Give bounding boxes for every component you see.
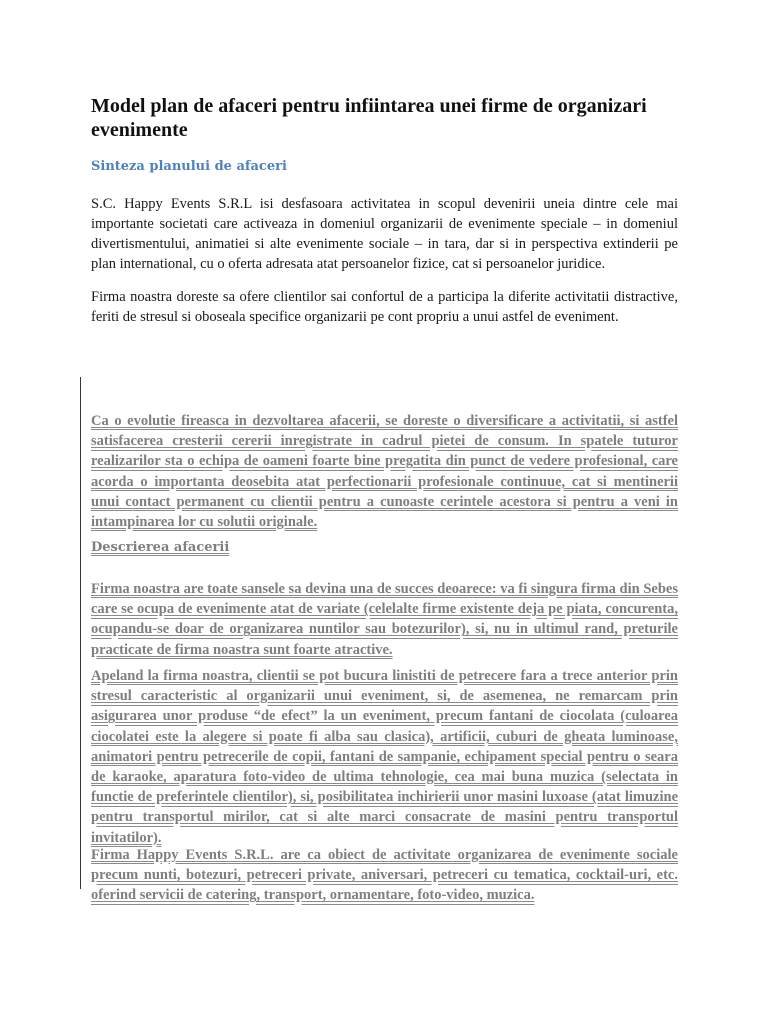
tracked-change-paragraph: Firma noastra are toate sansele sa devina una de succes deoarece: va fi singura firma din Sebes care se ocupa de evenimente atat de variate (celelalte firme existente deja pe piata, concurenta, ocupandu-se doar de organizarea nuntilor sau botezurilor), si, nu in ultimul rand, preturile practicate de firma noastra sunt foarte atractive.: [91, 581, 678, 658]
tracked-change-paragraph: Ca o evolutie fireasca in dezvoltarea afacerii, se doreste o diversificare a activitatii, si astfel satisfacerea cresterii cererii inregistrate in cadrul pietei de consum. In spatele tuturor realizarilor sta o echipa de oameni foarte bine pregatita din punct de vedere profesional, care acorda o importanta deosebita atat perfectionarii profesionale continuue, cat si mentinerii unui contact permanent cu clientii pentru a cunoaste cerintele acestora si pentru a veni in intampinarea lor cu solutii originale.: [91, 413, 678, 531]
document-title: Model plan de afaceri pentru infiintarea unei firme de organizari evenimente: [91, 95, 647, 141]
tracked-change-heading: Descrierea afacerii: [91, 540, 230, 555]
body-paragraph: Firma noastra doreste sa ofere clientilor sai confortul de a participa la diferite activitatii distractive, feriti de stresul si oboseala specifice organizarii pe cont propriu a unui astfel de eveniment.: [91, 289, 678, 325]
tracked-change-paragraph: Firma Happy Events S.R.L. are ca obiect de activitate organizarea de evenimente sociale precum nunti, botezuri, petreceri private, aniversari, petreceri cu tematica, cocktail-uri, etc. oferind servicii de catering, transport, ornamentare, foto-video, muzica.: [91, 847, 678, 904]
section-heading: Sinteza planului de afaceri: [91, 159, 287, 174]
change-bar: [80, 377, 81, 889]
tracked-change-paragraph: Apeland la firma noastra, clientii se pot bucura linistiti de petrecere fara a trece anterior prin stresul caracteristic al organizarii unui eveniment, si, de asemenea, ne remarcam prin asigurarea unor produse “de efect” la un eveniment, precum fantani de ciocolata (culoarea ciocolatei este la alegere si poate fi alba sau clasica), artificii, cuburi de gheata luminoase, animatori pentru petrecerile de copii, fantani de sampanie, echipament special pentru o seara de karaoke, aparatura foto-video de ultima tehnologie, cea mai buna muzica (selectata in functie de preferintele clientilor), si, posibilitatea inchirierii unor masini luxoase (atat limuzine pentru transportul mirilor, cat si alte marci consacrate de masini pentru transportul invitatilor).: [91, 668, 678, 846]
body-paragraph: S.C. Happy Events S.R.L isi desfasoara activitatea in scopul devenirii uneia dintre cele mai importante societati care activeaza in domeniul organizarii de evenimente speciale – in domeniul divertismentului, animatiei si alte evenimente sociale – in tara, dar si in perspectiva extinderii pe plan international, cu o oferta adresata atat persoanelor fizice, cat si persoanelor juridice.: [91, 196, 678, 272]
